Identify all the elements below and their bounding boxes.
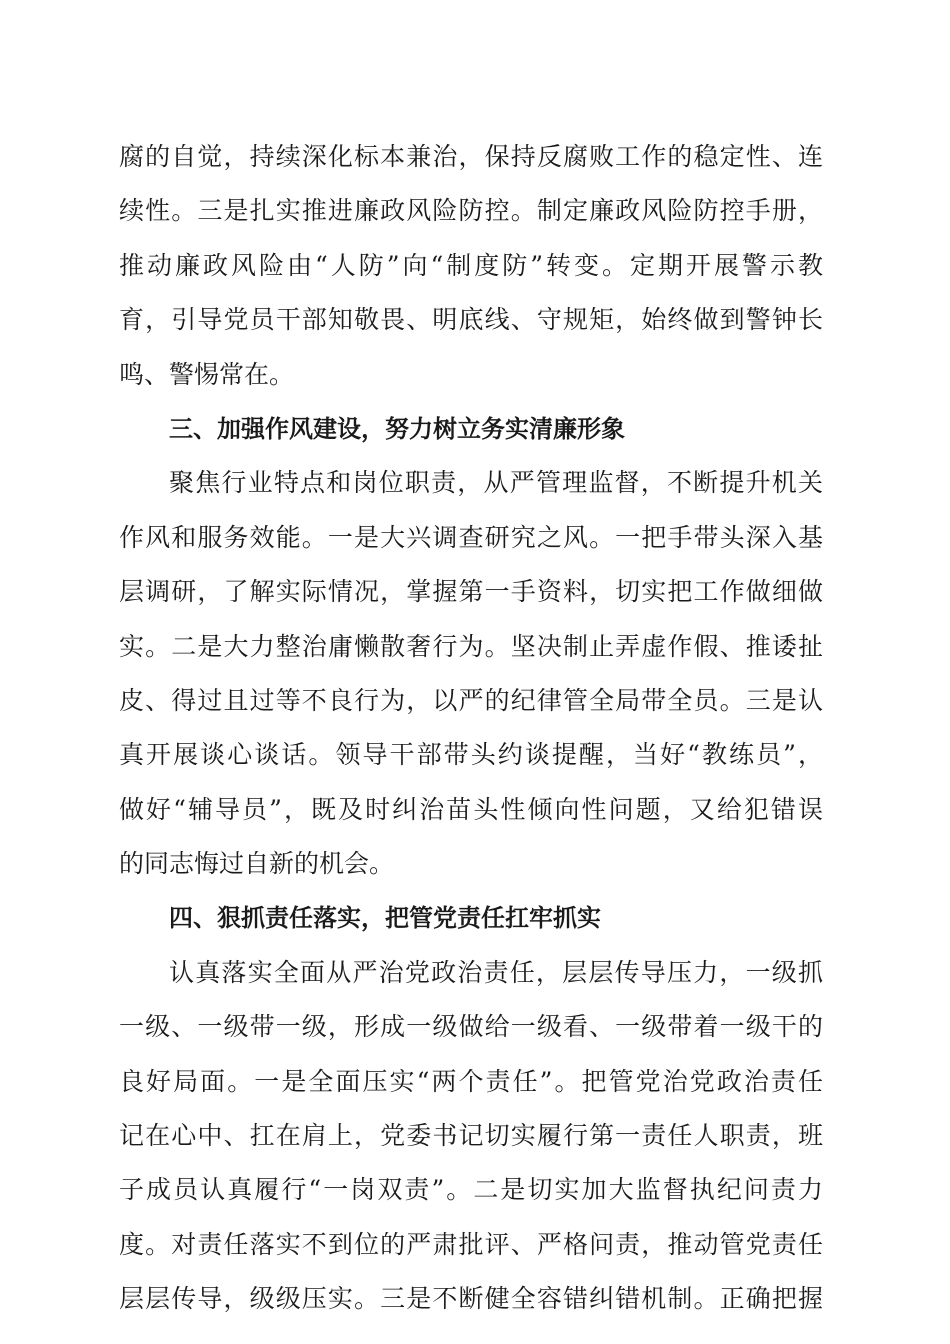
paragraph-line: 做好“辅导员”，既及时纠治苗头性倾向性问题，又给犯错误	[119, 794, 823, 824]
paragraph-line: 真开展谈心谈话。领导干部带头约谈提醒，当好“教练员”，	[119, 740, 823, 770]
paragraph-line: 续性。三是扎实推进廉政风险防控。制定廉政风险防控手册，	[119, 196, 823, 226]
paragraph-line: 度。对责任落实不到位的严肃批评、严格问责，推动管党责任	[119, 1229, 823, 1259]
paragraph-line: 一级、一级带一级，形成一级做给一级看、一级带着一级干的	[119, 1012, 823, 1042]
document-body	[119, 130, 823, 1327]
paragraph-line: 育，引导党员干部知敬畏、明底线、守规矩，始终做到警钟长	[119, 305, 823, 335]
paragraph-line: 聚焦行业特点和岗位职责，从严管理监督，不断提升机关	[169, 468, 823, 498]
section-3-paragraph	[119, 456, 823, 891]
section-4-paragraph	[119, 946, 823, 1327]
section-heading-3: 三、加强作风建设，努力树立务实清廉形象	[169, 414, 625, 443]
section-heading-4: 四、狠抓责任落实，把管党责任扛牢抓实	[169, 904, 601, 933]
paragraph-line: 良好局面。一是全面压实“两个责任”。把管党治党政治责任	[119, 1066, 823, 1096]
paragraph-line: 的同志悔过自新的机会。	[119, 849, 395, 879]
paragraph-line: 皮、得过且过等不良行为，以严的纪律管全局带全员。三是认	[119, 685, 823, 715]
paragraph-line: 腐的自觉，持续深化标本兼治，保持反腐败工作的稳定性、连	[119, 142, 823, 171]
paragraph-line: 鸣、警惕常在。	[119, 359, 295, 389]
paragraph-line: 层层传导，级级压实。三是不断健全容错纠错机制。正确把握	[119, 1284, 823, 1314]
paragraph-line: 认真落实全面从严治党政治责任，层层传导压力，一级抓	[169, 957, 823, 987]
paragraph-line: 推动廉政风险由“人防”向“制度防”转变。定期开展警示教	[119, 250, 823, 280]
paragraph-line: 实。二是大力整治庸懒散奢行为。坚决制止弄虚作假、推诿扯	[119, 631, 823, 661]
paragraph-line: 记在心中、扛在肩上，党委书记切实履行第一责任人职责，班	[119, 1121, 823, 1151]
paragraph-line: 层调研，了解实际情况，掌握第一手资料，切实把工作做细做	[119, 577, 823, 607]
paragraph-line: 作风和服务效能。一是大兴调查研究之风。一把手带头深入基	[119, 522, 823, 552]
continuation-paragraph	[119, 130, 823, 402]
paragraph-line: 子成员认真履行“一岗双责”。二是切实加大监督执纪问责力	[119, 1175, 823, 1205]
